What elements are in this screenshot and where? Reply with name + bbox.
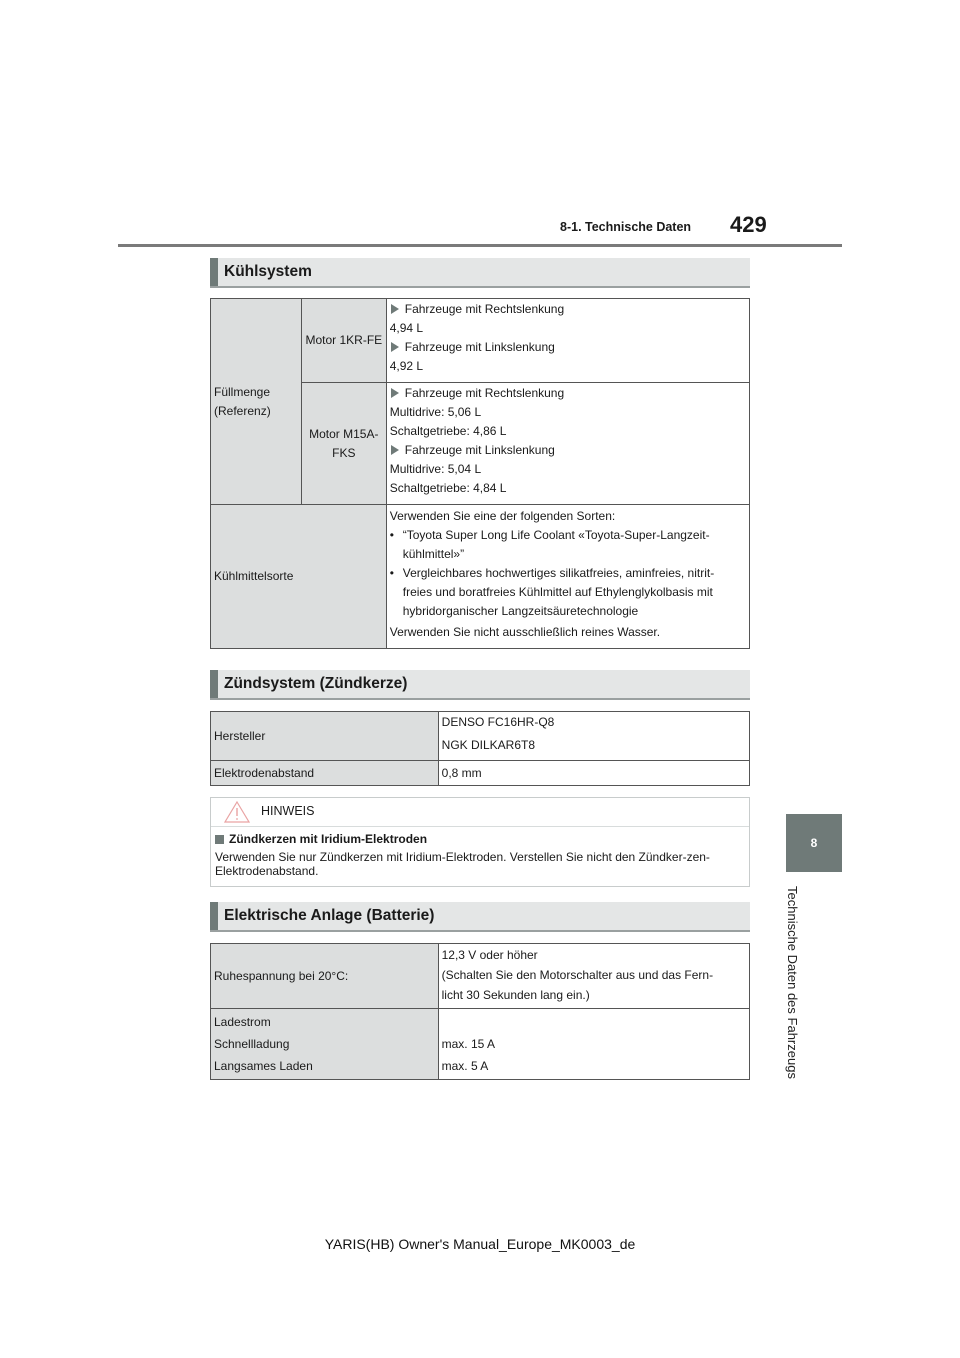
- triangle-bullet-icon: [391, 304, 399, 314]
- list-item: • “Toyota Super Long Life Coolant «Toyota-Super-Langzeit-: [390, 526, 746, 545]
- heading-bar: [210, 258, 218, 286]
- charge-values: max. 15 A max. 5 A: [438, 1009, 749, 1080]
- maker-values: DENSO FC16HR-Q8 NGK DILKAR6T8: [438, 712, 749, 761]
- fill-label-cell: [211, 299, 302, 505]
- chapter-caption: Technische Daten des Fahrzeugs: [785, 886, 800, 1079]
- notice-header: [211, 798, 749, 827]
- list-item: Fahrzeuge mit Rechtslenkung: [390, 300, 746, 319]
- list-item: Fahrzeuge mit Linkslenkung: [390, 338, 746, 357]
- table-row: [211, 712, 750, 761]
- heading-text: Kühlsystem: [224, 263, 312, 280]
- fill-label-ref: (Referenz): [214, 403, 271, 418]
- fill-label: Füllmenge: [214, 384, 271, 399]
- engine2-label: Motor M15A- FKS: [301, 383, 386, 505]
- section-heading-kuehlsystem: [210, 258, 750, 288]
- notice-body: Verwenden Sie nur Zündkerzen mit Iridium-Elektroden. Verstellen Sie nicht den Zündker-zen-Elektrodenabstand.: [215, 850, 710, 878]
- value-line: Schaltgetriebe: 4,84 L: [389, 481, 507, 495]
- maker-label: Hersteller: [211, 712, 439, 761]
- value-line: 4,94 L: [389, 321, 424, 335]
- rest-voltage-values: 12,3 V oder höher (Schalten Sie den Motorschalter aus und das Fern- licht 30 Sekunden lang ein.): [438, 944, 749, 1009]
- heading-text: Elektrische Anlage (Batterie): [224, 907, 435, 924]
- section-heading-batterie: [210, 902, 750, 932]
- value-line: Multidrive: 5,04 L: [389, 462, 482, 476]
- table-row: [211, 1009, 750, 1080]
- charge-labels: Ladestrom Schnellladung Langsames Laden: [211, 1009, 439, 1080]
- heading-bar: [210, 670, 218, 698]
- triangle-bullet-icon: [391, 388, 399, 398]
- header-rule: [118, 244, 842, 247]
- section-label: 8-1. Technische Daten: [560, 220, 692, 234]
- notice-title: HINWEIS: [261, 804, 315, 818]
- coolant-type-values: Verwenden Sie eine der folgenden Sorten: • “Toyota Super Long Life Coolant «Toyota-Super-Langzeit- kühlmittel»” • Vergleichbares hochwertiges silikatfreies, aminfreies, nitrit- freies und boratfreies Kühlmittel auf Ethylenglykolbasis mit hybridorganischer Langzeitsäuretechnologie Verwenden Sie nicht ausschließlich reines Wasser.: [386, 505, 749, 649]
- triangle-bullet-icon: [391, 445, 399, 455]
- value-line: Multidrive: 5,06 L: [389, 405, 482, 419]
- list-item: Fahrzeuge mit Rechtslenkung: [390, 384, 746, 403]
- engine2-values: [386, 383, 749, 505]
- heading-bar: [210, 902, 218, 930]
- warning-triangle-icon: [224, 801, 250, 823]
- coolant-table: [210, 298, 750, 649]
- list-item: • Vergleichbares hochwertiges silikatfreies, aminfreies, nitrit-: [390, 564, 746, 583]
- section-heading-zuendsystem: [210, 670, 750, 700]
- coolant-type-label: Kühlmittelsorte: [211, 505, 387, 649]
- rest-voltage-label: Ruhespannung bei 20°C:: [211, 944, 439, 1009]
- table-row: [211, 761, 750, 786]
- engine1-label: Motor 1KR-FE: [301, 299, 386, 383]
- square-bullet-icon: [215, 835, 224, 844]
- page-number: 429: [730, 212, 767, 237]
- chapter-number: 8: [810, 836, 818, 850]
- bullet-dot-icon: •: [389, 528, 394, 542]
- notice-heading: Zündkerzen mit Iridium-Elektroden: [215, 832, 427, 846]
- battery-table: [210, 943, 750, 1080]
- notice-box: [210, 797, 750, 887]
- value-line: Schaltgetriebe: 4,86 L: [389, 424, 507, 438]
- table-row: [211, 944, 750, 1009]
- table-row: [211, 505, 750, 649]
- engine1-values: [386, 299, 749, 383]
- triangle-bullet-icon: [391, 342, 399, 352]
- list-item: Fahrzeuge mit Linkslenkung: [390, 441, 746, 460]
- chapter-tab[interactable]: [786, 814, 842, 872]
- table-row: [211, 299, 750, 383]
- value-line: 4,92 L: [389, 359, 424, 373]
- spark-plug-table: [210, 711, 750, 786]
- bullet-dot-icon: •: [389, 566, 394, 580]
- gap-label: Elektrodenabstand: [211, 761, 439, 786]
- gap-value: 0,8 mm: [438, 761, 749, 786]
- footer-manual-id: YARIS(HB) Owner's Manual_Europe_MK0003_de: [324, 1236, 636, 1252]
- heading-text: Zündsystem (Zündkerze): [224, 675, 408, 692]
